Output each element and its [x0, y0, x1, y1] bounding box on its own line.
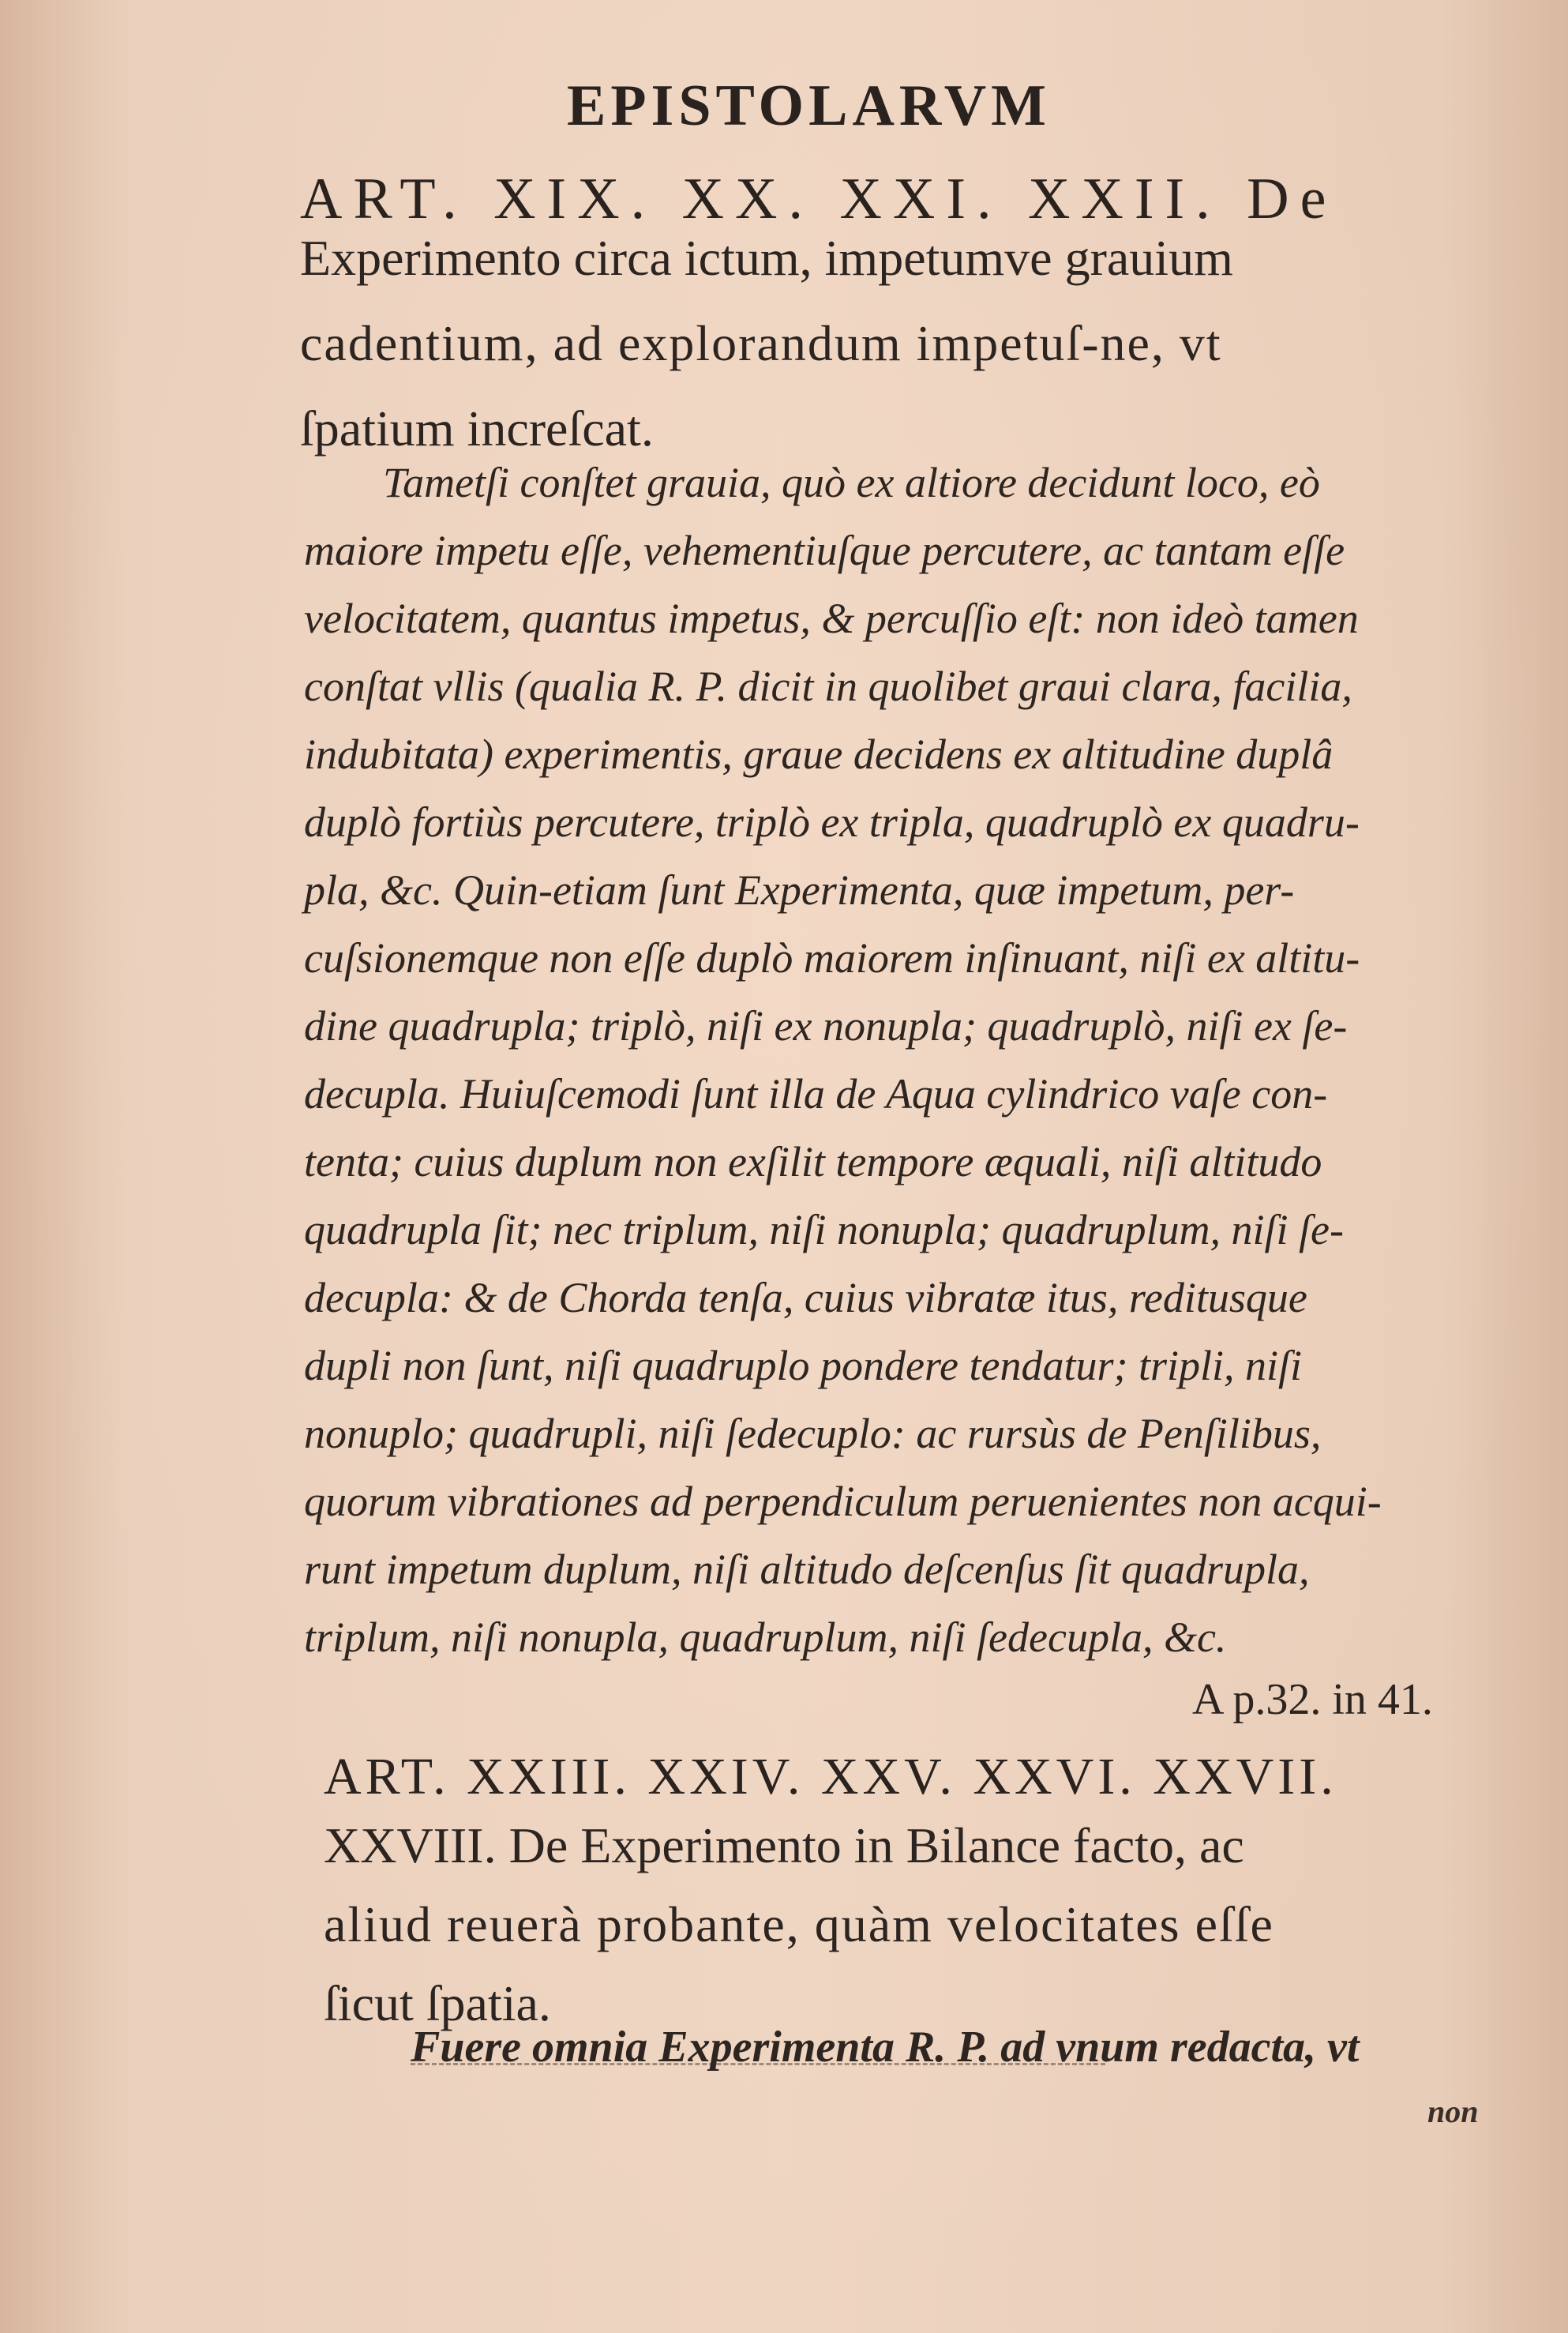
section1-heading-line: cadentium, ad explorandum impetuſ-ne, vt — [300, 315, 1222, 371]
section1-heading-line: Experimento circa ictum, impetumve grauium — [300, 230, 1233, 286]
section2-heading-line: ART. XXIII. XXIV. XXV. XXVI. XXVII. — [324, 1748, 1337, 1805]
section1-body-line: cuſsionemque non eſſe duplò maiorem inſinuant, niſi ex altitu- — [304, 934, 1360, 982]
section1-body-line: conſtat vllis (qualia R. P. dicit in quolibet graui clara, facilia, — [304, 663, 1352, 710]
ink-underline — [411, 2063, 1105, 2068]
section1-body-line: pla, &c. Quin-etiam ſunt Experimenta, quæ impetum, per- — [304, 866, 1295, 914]
section1-body-line: Tametſi conſtet grauia, quò ex altiore decidunt loco, eò — [383, 459, 1320, 506]
section1-body-line: quadrupla ſit; nec triplum, niſi nonupla; quadruplum, niſi ſe- — [304, 1206, 1344, 1253]
section1-heading-line: ſpatium increſcat. — [300, 400, 654, 456]
section1-heading-line: ART. XIX. XX. XXI. XXII. De — [300, 167, 1337, 231]
section1-body-line: quorum vibrationes ad perpendiculum peruenientes non acqui- — [304, 1478, 1382, 1525]
section1-body-line: decupla: & de Chorda tenſa, cuius vibratæ itus, reditusque — [304, 1274, 1307, 1321]
section1-body-line: runt impetum duplum, niſi altitudo deſcenſus ſit quadrupla, — [304, 1546, 1310, 1593]
section2-heading-line: XXVIII. De Experimento in Bilance facto, ac — [324, 1817, 1244, 1873]
section2-heading-line: ſicut ſpatia. — [324, 1975, 551, 2031]
section1-body-line: triplum, niſi nonupla, quadruplum, niſi ſedecupla, &c. — [304, 1614, 1227, 1661]
section1-body-line: indubitata) experimentis, graue decidens ex altitudine duplâ — [304, 731, 1334, 778]
section1-body-line: nonuplo; quadrupli, niſi ſedecuplo: ac rursùs de Penſilibus, — [304, 1410, 1322, 1457]
section1-body-line: dupli non ſunt, niſi quadruplo pondere tendatur; tripli, niſi — [304, 1342, 1302, 1389]
section1-body-line: velocitatem, quantus impetus, & percuſſio eſt: non ideò tamen — [304, 595, 1359, 642]
catchword: non — [1427, 2094, 1479, 2129]
section1-body-line: decupla. Huiuſcemodi ſunt illa de Aqua cylindrico vaſe con- — [304, 1070, 1328, 1118]
section2-body-line: Fuere omnia Experimenta R. P. ad vnum redacta, vt — [411, 2023, 1360, 2072]
running-header: EPISTOLARVM — [567, 73, 1052, 138]
section1-body-line: duplò fortiùs percutere, triplò ex tripla, quadruplò ex quadru- — [304, 798, 1360, 846]
section2-heading-line: aliud reuerà probante, quàm velocitates eſſe — [324, 1896, 1274, 1952]
section1-body-line: maiore impetu eſſe, vehementiuſque percutere, ac tantam eſſe — [304, 527, 1345, 574]
section1-body-line: dine quadrupla; triplò, niſi ex nonupla; quadruplò, niſi ex ſe- — [304, 1002, 1348, 1050]
section1-body-line: tenta; cuius duplum non exſilit tempore æquali, niſi altitudo — [304, 1138, 1322, 1185]
page-reference: A p.32. in 41. — [1192, 1675, 1433, 1724]
